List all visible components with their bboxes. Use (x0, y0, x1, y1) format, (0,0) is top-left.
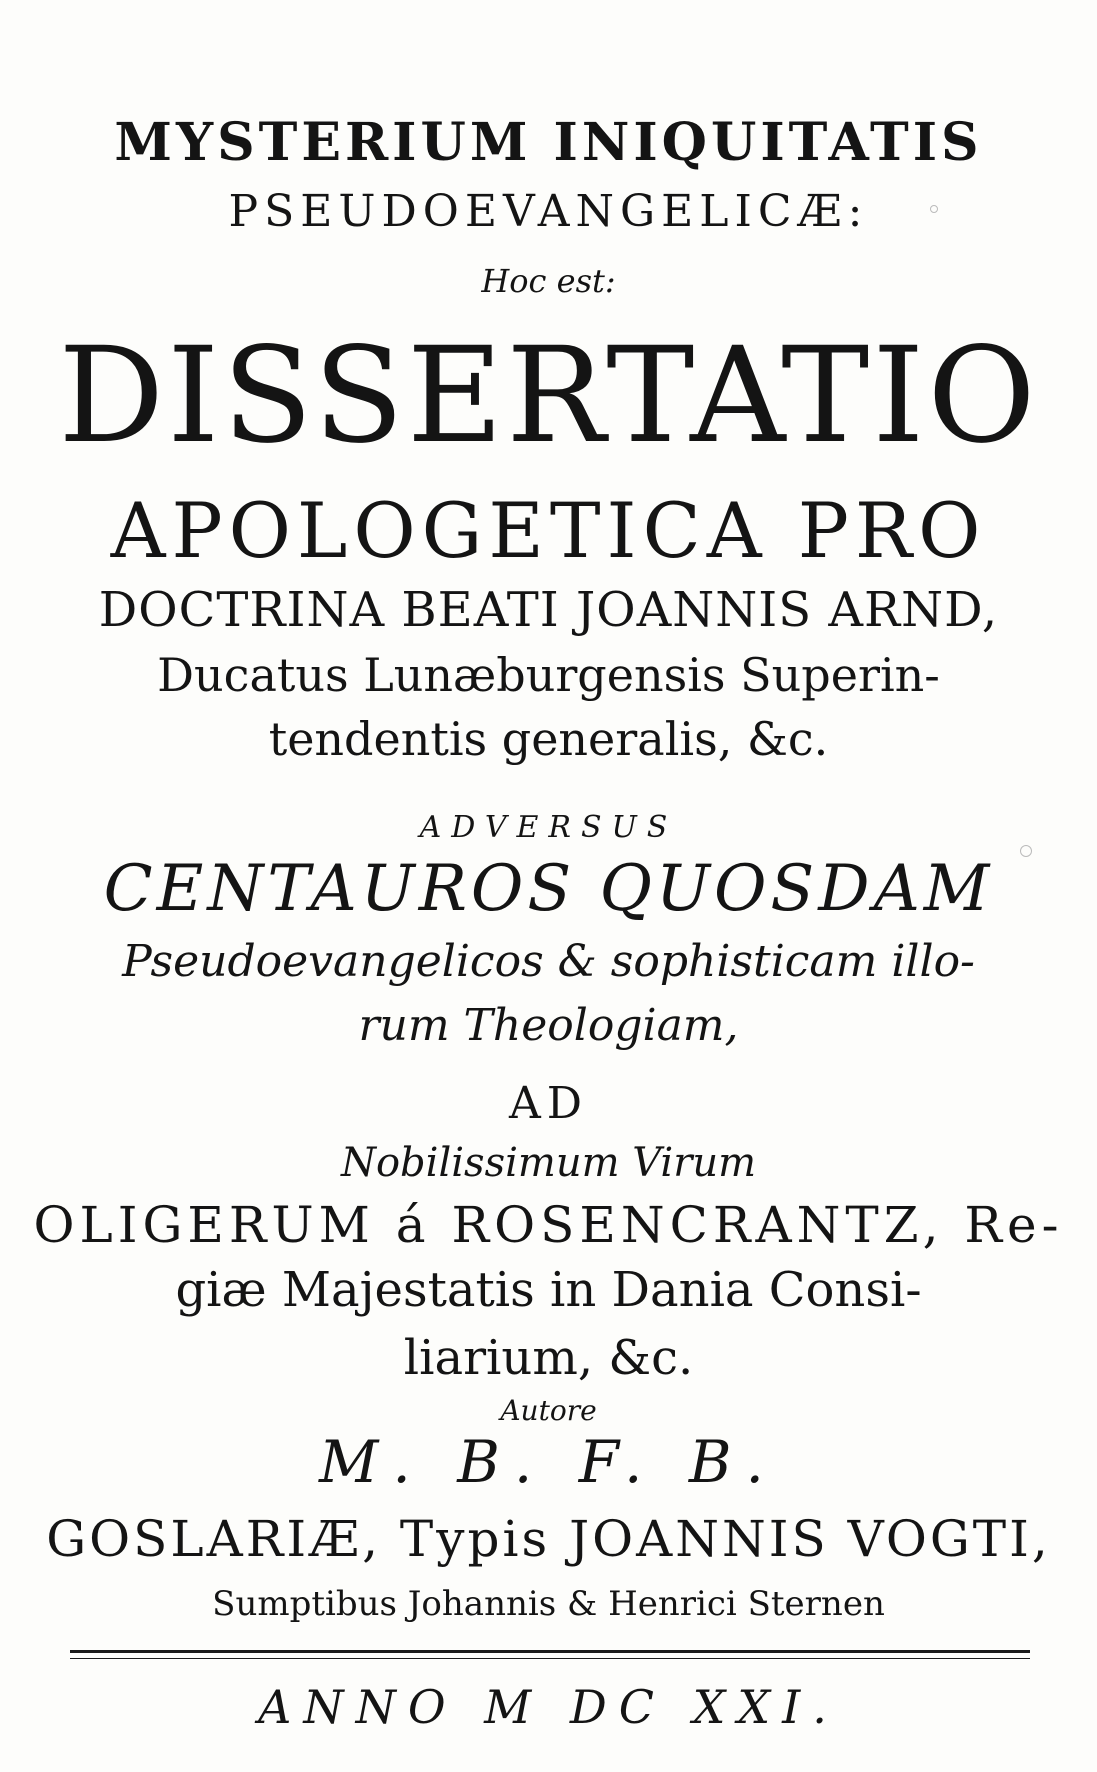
title-line-liarium: liarium, &c. (403, 1330, 694, 1386)
title-line-pseudoevangelicae: PSEUDOEVANGELICÆ: (228, 186, 869, 237)
imprint-place-printer: GOSLARIÆ, Typis JOANNIS VOGTI, (46, 1510, 1051, 1568)
imprint-publishers: Sumptibus Johannis & Henrici Sternen (212, 1584, 885, 1624)
imprint-rule-thin (70, 1658, 1030, 1659)
title-line-theologiam: rum Theologiam, (358, 1000, 739, 1051)
imprint-year: ANNO M DC XXI. (258, 1680, 839, 1734)
title-line-nobilissimum: Nobilissimum Virum (340, 1140, 757, 1186)
title-line-oligerum: OLIGERUM á ROSENCRANTZ, Re- (33, 1196, 1064, 1254)
main-title-dissertatio: DISSERTATIO (58, 319, 1039, 473)
title-line-doctrina: DOCTRINA BEATI JOANNIS ARND, (98, 582, 999, 638)
title-line-mysterium: MYSTERIUM INIQUITATIS (114, 112, 983, 173)
title-line-centauros: CENTAUROS QUOSDAM (103, 852, 994, 926)
title-line-autore: Autore (500, 1394, 597, 1427)
paper-speck (930, 205, 938, 213)
author-initials: M. B. F. B. (319, 1428, 778, 1496)
title-line-hoc-est: Hoc est: (481, 262, 616, 300)
title-line-pseudoevangelicos: Pseudoevangelicos & sophisticam illo- (122, 936, 975, 987)
title-line-ad: AD (508, 1078, 589, 1129)
paper-speck (1020, 845, 1032, 857)
title-line-majestatis: giæ Majestatis in Dania Consi- (175, 1262, 922, 1318)
imprint-rule-thick (70, 1650, 1030, 1653)
title-line-tendentis: tendentis generalis, &c. (268, 712, 829, 766)
title-line-adversus: ADVERSUS (419, 810, 678, 845)
title-line-ducatus: Ducatus Lunæburgensis Superin- (157, 648, 940, 702)
title-line-apologetica: APOLOGETICA PRO (110, 486, 987, 575)
